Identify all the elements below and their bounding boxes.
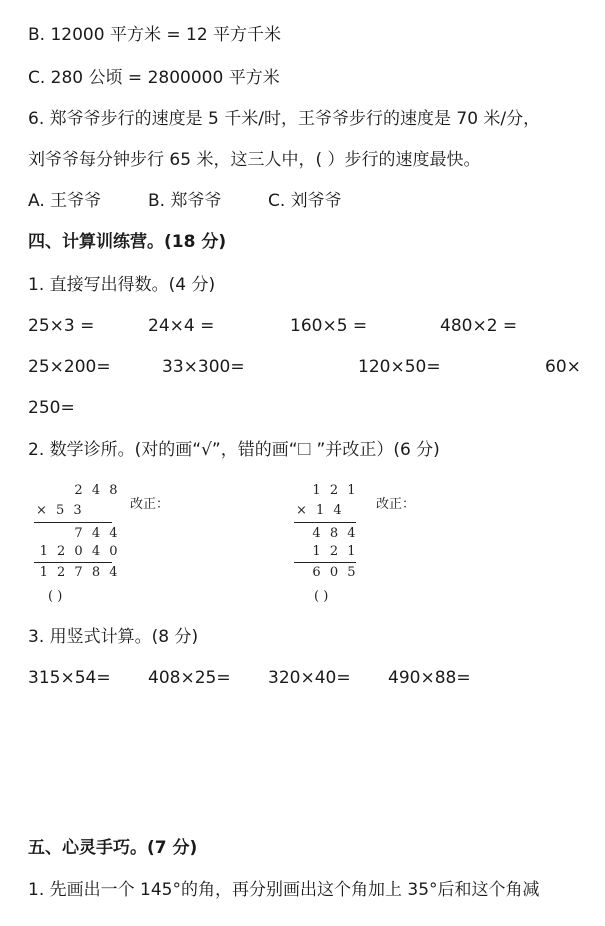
vcalc1-row-4: 1 2 0 4 0 xyxy=(39,544,120,559)
s5-p1-text: 1. 先画出一个 145°的角，再分别画出这个角加上 35°后和这个角减 xyxy=(28,880,540,900)
section-4-title: 四、计算训练营。(18 分) xyxy=(28,232,227,252)
s4-p3-title: 3. 用竖式计算。(8 分) xyxy=(28,627,199,647)
vcalc1-divider-2 xyxy=(34,562,112,563)
q6-line-1: 6. 郑爷爷步行的速度是 5 千米/时，王爷爷步行的速度是 70 米/分， xyxy=(28,109,541,129)
vertical-calc-2 xyxy=(288,484,358,606)
s4-p1-title: 1. 直接写出得数。(4 分) xyxy=(28,275,216,295)
vcalc2-row-3: 4 8 4 xyxy=(312,526,358,541)
vcalc2-divider-1 xyxy=(294,522,356,523)
vcalc1-row-1: 2 4 8 xyxy=(74,483,120,498)
vcalc2-row-2: × 1 4 xyxy=(296,503,345,518)
vcalc1-row-5: 1 2 7 8 4 xyxy=(39,565,120,580)
vcalc1-divider-1 xyxy=(34,522,112,523)
q6-line-2: 刘爷爷每分钟步行 65 米，这三人中，( ）步行的速度最快。 xyxy=(28,150,481,170)
vcalc1-check-mark: ( ) xyxy=(48,589,63,604)
vcalc2-row-1: 1 2 1 xyxy=(312,483,358,498)
oral-calc-8-wrap: 250= xyxy=(28,398,75,418)
section-5-title: 五、心灵手巧。(7 分) xyxy=(28,838,198,858)
oral-calc-7: 120×50= xyxy=(358,357,441,377)
q5-option-b: B. 12000 平方米 = 12 平方千米 xyxy=(28,25,282,45)
vcalc1-row-2: × 5 3 xyxy=(36,503,85,518)
oral-calc-2: 24×4 = xyxy=(148,316,215,336)
q6-option-c: C. 刘爷爷 xyxy=(268,191,342,211)
vertical-calc-1 xyxy=(30,484,120,606)
vcalc1-row-3: 7 4 4 xyxy=(74,526,120,541)
column-calc-4: 490×88= xyxy=(388,668,471,688)
oral-calc-8: 60× xyxy=(545,357,581,377)
q6-option-a: A. 王爷爷 xyxy=(28,191,102,211)
q6-option-b: B. 郑爷爷 xyxy=(148,191,222,211)
oral-calc-4: 480×2 = xyxy=(440,316,518,336)
oral-calc-5: 25×200= xyxy=(28,357,111,377)
vcalc2-fix-label: 改正： xyxy=(376,497,416,512)
column-calc-2: 408×25= xyxy=(148,668,231,688)
q5-option-c: C. 280 公顷 = 2800000 平方米 xyxy=(28,68,280,88)
vcalc2-divider-2 xyxy=(294,562,356,563)
vcalc2-row-5: 6 0 5 xyxy=(312,565,358,580)
vcalc2-check-mark: ( ) xyxy=(314,589,329,604)
column-calc-1: 315×54= xyxy=(28,668,111,688)
column-calc-3: 320×40= xyxy=(268,668,351,688)
oral-calc-1: 25×3 = xyxy=(28,316,95,336)
oral-calc-6: 33×300= xyxy=(162,357,245,377)
vcalc1-fix-label: 改正： xyxy=(130,497,170,512)
vcalc2-row-4: 1 2 1 xyxy=(312,544,358,559)
s4-p2-title: 2. 数学诊所。(对的画“√”，错的画“🞎 ”并改正）(6 分) xyxy=(28,440,440,460)
oral-calc-3: 160×5 = xyxy=(290,316,368,336)
